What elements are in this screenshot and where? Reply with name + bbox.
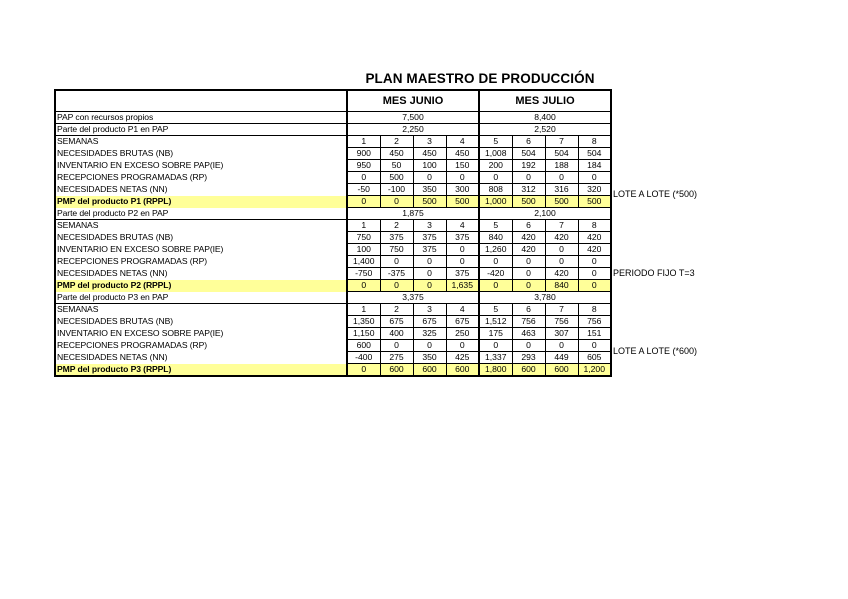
table-row (55, 328, 611, 340)
week-6-cell: 420 (512, 244, 545, 256)
week-8-cell: 0 (578, 268, 611, 280)
row-label: NECESIDADES NETAS (NN) (55, 268, 347, 280)
row-label: NECESIDADES NETAS (NN) (55, 184, 347, 196)
header-blank-cell (55, 90, 347, 112)
month-header-july: MES JULIO (479, 90, 611, 112)
row-label: RECEPCIONES PROGRAMADAS (RP) (55, 256, 347, 268)
lot-rule-note: PERIODO FIJO T=3 (613, 267, 695, 278)
week-5-cell: 1,337 (479, 352, 512, 364)
week-1-cell: 950 (347, 160, 380, 172)
week-4-cell: 500 (446, 196, 479, 208)
week-3-cell: 3 (413, 304, 446, 316)
row-label: Parte del producto P1 en PAP (55, 124, 347, 136)
week-3-cell: 350 (413, 352, 446, 364)
week-3-cell: 0 (413, 172, 446, 184)
row-label: NECESIDADES BRUTAS (NB) (55, 316, 347, 328)
week-6-cell: 0 (512, 256, 545, 268)
row-label: PAP con recursos propios (55, 112, 347, 124)
week-2-cell: 50 (380, 160, 413, 172)
row-label: RECEPCIONES PROGRAMADAS (RP) (55, 172, 347, 184)
month-header-june: MES JUNIO (347, 90, 479, 112)
row-label: INVENTARIO EN EXCESO SOBRE PAP(IE) (55, 328, 347, 340)
week-7-cell: 420 (545, 232, 578, 244)
lot-rule-note: LOTE A LOTE (*600) (613, 346, 698, 357)
week-5-cell: 1,800 (479, 364, 512, 377)
week-7-cell: 500 (545, 196, 578, 208)
week-4-cell: 425 (446, 352, 479, 364)
week-2-cell: 275 (380, 352, 413, 364)
week-4-cell: 250 (446, 328, 479, 340)
week-8-cell: 151 (578, 328, 611, 340)
week-1-cell: 1,150 (347, 328, 380, 340)
page-title: PLAN MAESTRO DE PRODUCCIÓN (365, 71, 595, 86)
week-7-cell: 188 (545, 160, 578, 172)
week-6-cell: 0 (512, 268, 545, 280)
week-7-cell: 756 (545, 316, 578, 328)
week-4-cell: 300 (446, 184, 479, 196)
week-5-cell: -420 (479, 268, 512, 280)
table-row (55, 148, 611, 160)
week-5-cell: 1,008 (479, 148, 512, 160)
row-label: SEMANAS (55, 136, 347, 148)
week-5-cell: 0 (479, 280, 512, 292)
total-row (55, 112, 611, 124)
table-row (55, 220, 611, 232)
week-5-cell: 0 (479, 340, 512, 352)
week-4-cell: 4 (446, 220, 479, 232)
week-3-cell: 100 (413, 160, 446, 172)
table-row (55, 172, 611, 184)
week-2-cell: 400 (380, 328, 413, 340)
week-4-cell: 0 (446, 340, 479, 352)
week-2-cell: 2 (380, 220, 413, 232)
week-4-cell: 1,635 (446, 280, 479, 292)
week-4-cell: 150 (446, 160, 479, 172)
week-4-cell: 0 (446, 256, 479, 268)
week-8-cell: 1,200 (578, 364, 611, 377)
week-2-cell: 2 (380, 304, 413, 316)
week-1-cell: 100 (347, 244, 380, 256)
production-plan-table (54, 89, 612, 377)
table-row (55, 256, 611, 268)
week-8-cell: 320 (578, 184, 611, 196)
week-4-cell: 375 (446, 232, 479, 244)
week-7-cell: 7 (545, 304, 578, 316)
week-6-cell: 192 (512, 160, 545, 172)
row-label: INVENTARIO EN EXCESO SOBRE PAP(IE) (55, 244, 347, 256)
week-5-cell: 0 (479, 256, 512, 268)
week-7-cell: 449 (545, 352, 578, 364)
row-label: RECEPCIONES PROGRAMADAS (RP) (55, 340, 347, 352)
total-row (55, 124, 611, 136)
week-5-cell: 175 (479, 328, 512, 340)
week-1-cell: 1,350 (347, 316, 380, 328)
week-4-cell: 675 (446, 316, 479, 328)
week-3-cell: 600 (413, 364, 446, 377)
week-3-cell: 0 (413, 256, 446, 268)
week-1-cell: 1,400 (347, 256, 380, 268)
week-6-cell: 756 (512, 316, 545, 328)
week-5-cell: 808 (479, 184, 512, 196)
week-2-cell: -375 (380, 268, 413, 280)
june-total-cell: 7,500 (347, 112, 479, 124)
week-2-cell: 675 (380, 316, 413, 328)
week-6-cell: 600 (512, 364, 545, 377)
july-total-cell: 2,520 (479, 124, 611, 136)
week-2-cell: 600 (380, 364, 413, 377)
week-5-cell: 5 (479, 136, 512, 148)
week-7-cell: 0 (545, 172, 578, 184)
week-4-cell: 375 (446, 268, 479, 280)
week-8-cell: 0 (578, 340, 611, 352)
week-6-cell: 0 (512, 280, 545, 292)
week-2-cell: 0 (380, 340, 413, 352)
pmp-row (55, 364, 611, 377)
week-3-cell: 0 (413, 268, 446, 280)
week-7-cell: 840 (545, 280, 578, 292)
week-3-cell: 0 (413, 340, 446, 352)
table-row (55, 232, 611, 244)
week-7-cell: 0 (545, 244, 578, 256)
week-6-cell: 0 (512, 172, 545, 184)
week-5-cell: 1,000 (479, 196, 512, 208)
week-1-cell: 600 (347, 340, 380, 352)
week-8-cell: 0 (578, 280, 611, 292)
week-5-cell: 840 (479, 232, 512, 244)
week-8-cell: 504 (578, 148, 611, 160)
week-6-cell: 420 (512, 232, 545, 244)
week-7-cell: 600 (545, 364, 578, 377)
week-3-cell: 3 (413, 136, 446, 148)
table-row (55, 340, 611, 352)
week-1-cell: 0 (347, 280, 380, 292)
week-4-cell: 450 (446, 148, 479, 160)
week-5-cell: 1,260 (479, 244, 512, 256)
june-total-cell: 1,875 (347, 208, 479, 220)
row-label: NECESIDADES BRUTAS (NB) (55, 148, 347, 160)
week-3-cell: 500 (413, 196, 446, 208)
week-6-cell: 504 (512, 148, 545, 160)
week-1-cell: 0 (347, 364, 380, 377)
week-8-cell: 184 (578, 160, 611, 172)
week-6-cell: 463 (512, 328, 545, 340)
week-5-cell: 1,512 (479, 316, 512, 328)
week-8-cell: 0 (578, 172, 611, 184)
week-2-cell: 0 (380, 196, 413, 208)
pmp-row (55, 280, 611, 292)
week-1-cell: -50 (347, 184, 380, 196)
week-3-cell: 375 (413, 244, 446, 256)
table-row (55, 136, 611, 148)
week-6-cell: 293 (512, 352, 545, 364)
table-row (55, 352, 611, 364)
week-3-cell: 325 (413, 328, 446, 340)
week-8-cell: 500 (578, 196, 611, 208)
june-total-cell: 3,375 (347, 292, 479, 304)
row-label: NECESIDADES BRUTAS (NB) (55, 232, 347, 244)
month-header-row (55, 90, 611, 112)
week-3-cell: 0 (413, 280, 446, 292)
week-7-cell: 504 (545, 148, 578, 160)
week-2-cell: 450 (380, 148, 413, 160)
week-6-cell: 6 (512, 220, 545, 232)
week-1-cell: 900 (347, 148, 380, 160)
week-7-cell: 307 (545, 328, 578, 340)
week-2-cell: 0 (380, 256, 413, 268)
week-2-cell: 375 (380, 232, 413, 244)
row-label: PMP del producto P3 (RPPL) (55, 364, 347, 377)
week-5-cell: 5 (479, 220, 512, 232)
july-total-cell: 2,100 (479, 208, 611, 220)
week-3-cell: 375 (413, 232, 446, 244)
week-6-cell: 6 (512, 136, 545, 148)
row-label: Parte del producto P3 en PAP (55, 292, 347, 304)
week-1-cell: 1 (347, 136, 380, 148)
week-1-cell: 1 (347, 220, 380, 232)
week-2-cell: 500 (380, 172, 413, 184)
table-row (55, 268, 611, 280)
week-2-cell: 2 (380, 136, 413, 148)
week-6-cell: 312 (512, 184, 545, 196)
pmp-row (55, 196, 611, 208)
week-8-cell: 605 (578, 352, 611, 364)
week-1-cell: 0 (347, 196, 380, 208)
week-4-cell: 600 (446, 364, 479, 377)
week-3-cell: 3 (413, 220, 446, 232)
row-label: PMP del producto P2 (RPPL) (55, 280, 347, 292)
week-5-cell: 200 (479, 160, 512, 172)
july-total-cell: 8,400 (479, 112, 611, 124)
row-label: INVENTARIO EN EXCESO SOBRE PAP(IE) (55, 160, 347, 172)
table-row (55, 160, 611, 172)
week-4-cell: 4 (446, 136, 479, 148)
week-4-cell: 0 (446, 172, 479, 184)
week-5-cell: 0 (479, 172, 512, 184)
table-row (55, 244, 611, 256)
week-1-cell: 1 (347, 304, 380, 316)
week-8-cell: 0 (578, 256, 611, 268)
week-7-cell: 316 (545, 184, 578, 196)
week-2-cell: -100 (380, 184, 413, 196)
week-2-cell: 750 (380, 244, 413, 256)
row-label: SEMANAS (55, 220, 347, 232)
week-8-cell: 8 (578, 220, 611, 232)
week-3-cell: 450 (413, 148, 446, 160)
week-4-cell: 0 (446, 244, 479, 256)
week-8-cell: 8 (578, 136, 611, 148)
week-6-cell: 0 (512, 340, 545, 352)
week-8-cell: 420 (578, 244, 611, 256)
week-1-cell: -400 (347, 352, 380, 364)
week-8-cell: 756 (578, 316, 611, 328)
total-row (55, 292, 611, 304)
row-label: NECESIDADES NETAS (NN) (55, 352, 347, 364)
week-7-cell: 7 (545, 220, 578, 232)
table-row (55, 304, 611, 316)
week-4-cell: 4 (446, 304, 479, 316)
table-row (55, 184, 611, 196)
lot-rule-note: LOTE A LOTE (*500) (613, 188, 698, 199)
row-label: Parte del producto P2 en PAP (55, 208, 347, 220)
week-7-cell: 0 (545, 256, 578, 268)
july-total-cell: 3,780 (479, 292, 611, 304)
week-3-cell: 350 (413, 184, 446, 196)
week-7-cell: 0 (545, 340, 578, 352)
week-6-cell: 6 (512, 304, 545, 316)
week-3-cell: 675 (413, 316, 446, 328)
week-1-cell: -750 (347, 268, 380, 280)
week-1-cell: 0 (347, 172, 380, 184)
table-row (55, 316, 611, 328)
total-row (55, 208, 611, 220)
week-2-cell: 0 (380, 280, 413, 292)
week-1-cell: 750 (347, 232, 380, 244)
week-8-cell: 8 (578, 304, 611, 316)
june-total-cell: 2,250 (347, 124, 479, 136)
week-5-cell: 5 (479, 304, 512, 316)
week-7-cell: 7 (545, 136, 578, 148)
row-label: SEMANAS (55, 304, 347, 316)
row-label: PMP del producto P1 (RPPL) (55, 196, 347, 208)
week-7-cell: 420 (545, 268, 578, 280)
week-8-cell: 420 (578, 232, 611, 244)
week-6-cell: 500 (512, 196, 545, 208)
